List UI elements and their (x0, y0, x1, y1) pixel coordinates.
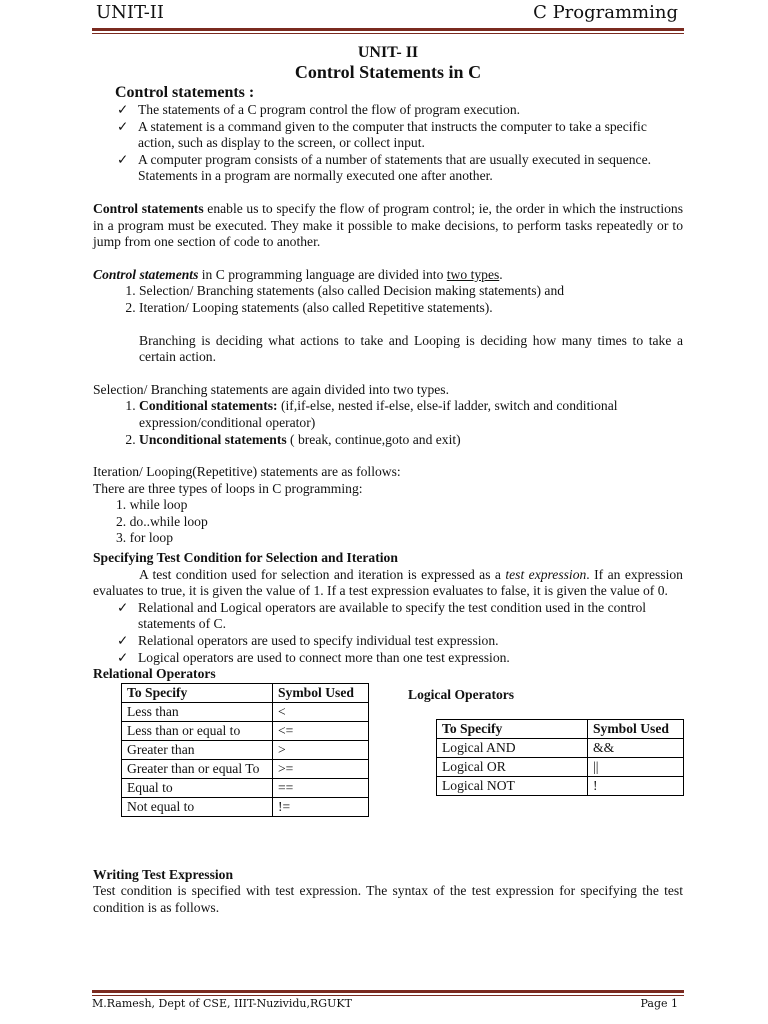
check-icon: ✓ (117, 151, 129, 167)
list-item: 2. Iteration/ Looping statements (also called Repetitive statements). (139, 300, 683, 317)
list-item: 1. Conditional statements: (if,if-else, nested if-else, else-if ladder, switch and conditional expression/conditional operator) (139, 398, 683, 431)
table-row: Greater than or equal To >= (122, 759, 369, 778)
check-icon: ✓ (117, 118, 129, 134)
check-icon: ✓ (117, 599, 129, 615)
table-row: Less than or equal to <= (122, 721, 369, 740)
list-item: 2. Unconditional statements ( break, continue,goto and exit) (139, 432, 683, 449)
relational-operators-table (121, 683, 369, 817)
branching-note: Branching is deciding what actions to take and Looping is deciding how many times to take a certain action. (139, 332, 683, 365)
footer-rule-thick (92, 990, 684, 993)
logical-operators-title: Logical Operators (408, 686, 515, 702)
writing-paragraph: Test condition is specified with test expression. The syntax of the test expression for specifying the test condition is as follows. (93, 883, 683, 915)
list-item: ✓ A statement is a command given to the computer that instructs the computer to take a specific action, such as display to the screen, or collect input. (117, 118, 647, 151)
header-unit: UNIT-II (96, 2, 165, 23)
list-item: ✓ Relational and Logical operators are available to specify the test condition used in the control statements of C. (117, 599, 647, 632)
loop-list (93, 497, 683, 547)
list-item: 3. for loop (116, 530, 174, 546)
writing-heading: Writing Test Expression (93, 866, 233, 882)
check-icon: ✓ (117, 102, 129, 117)
footer-rule-thin (92, 995, 684, 996)
table-row: Logical OR || (437, 757, 684, 776)
table-row: Logical NOT ! (437, 776, 684, 795)
header-subject: C Programming (533, 2, 678, 23)
table-row: Greater than > (122, 740, 369, 759)
unit-title: UNIT- II (357, 44, 419, 61)
intro-heading: Control statements : (115, 84, 255, 101)
test-condition-heading: Specifying Test Condition for Selection and Iteration (93, 550, 398, 566)
document-body (93, 42, 683, 917)
page-title: Control Statements in C (294, 62, 482, 82)
table-header-row: To Specify Symbol Used (437, 719, 684, 738)
paragraph-control-statements: Control statements enable us to specify the flow of program control; ie, the order in which the instructions in a program must be executed. They make it possible to make decisions, to perform tasks repeatedly or to jump from one section of code to another. (93, 200, 683, 250)
table-header-row: To Specify Symbol Used (122, 683, 369, 702)
check-icon: ✓ (117, 649, 129, 665)
relational-operators-title: Relational Operators (93, 666, 216, 682)
types-list (93, 283, 683, 316)
footer-author: M.Ramesh, Dept of CSE, IIIT-Nuzividu,RGUKT (92, 997, 352, 1010)
iteration-line-2: There are three types of loops in C programming: (93, 480, 363, 496)
selection-list (93, 398, 683, 448)
footer-page-number: Page 1 (640, 997, 678, 1010)
table-row: Logical AND && (437, 738, 684, 757)
iteration-line-1: Iteration/ Looping(Repetitive) statements are as follows: (93, 464, 401, 480)
table-row: Not equal to != (122, 797, 369, 816)
list-item: 1. while loop (116, 497, 188, 513)
list-item: 1. Selection/ Branching statements (also called Decision making statements) and (139, 283, 683, 300)
list-item: ✓ A computer program consists of a number of statements that are usually executed in sequence. Statements in a program are normally executed one after another. (117, 151, 652, 184)
test-condition-paragraph: A test condition used for selection and iteration is expressed as a test expression. If an expression evaluates to true, it is given the value of 1. If a test expression evaluates to false, it is given the value of 0. (93, 566, 683, 599)
page-header (0, 0, 768, 36)
operator-tables (93, 683, 683, 859)
list-item: ✓ The statements of a C program control the flow of program execution. (117, 102, 521, 117)
table-row: Equal to == (122, 778, 369, 797)
header-rule-thin (92, 33, 684, 34)
list-item: ✓ Relational operators are used to specify individual test expression. (117, 633, 499, 649)
table-row: Less than < (122, 702, 369, 721)
logical-operators-table (436, 719, 684, 796)
header-rule-thick (92, 28, 684, 31)
paragraph-two-types: Control statements in C programming language are divided into two types. (93, 266, 503, 282)
check-icon: ✓ (117, 633, 129, 649)
list-item: ✓ Logical operators are used to connect more than one test expression. (117, 649, 510, 665)
list-item: 2. do..while loop (116, 513, 208, 529)
test-condition-bullets (93, 600, 683, 666)
intro-bullet-list (93, 102, 683, 185)
selection-intro: Selection/ Branching statements are again divided into two types. (93, 381, 449, 397)
